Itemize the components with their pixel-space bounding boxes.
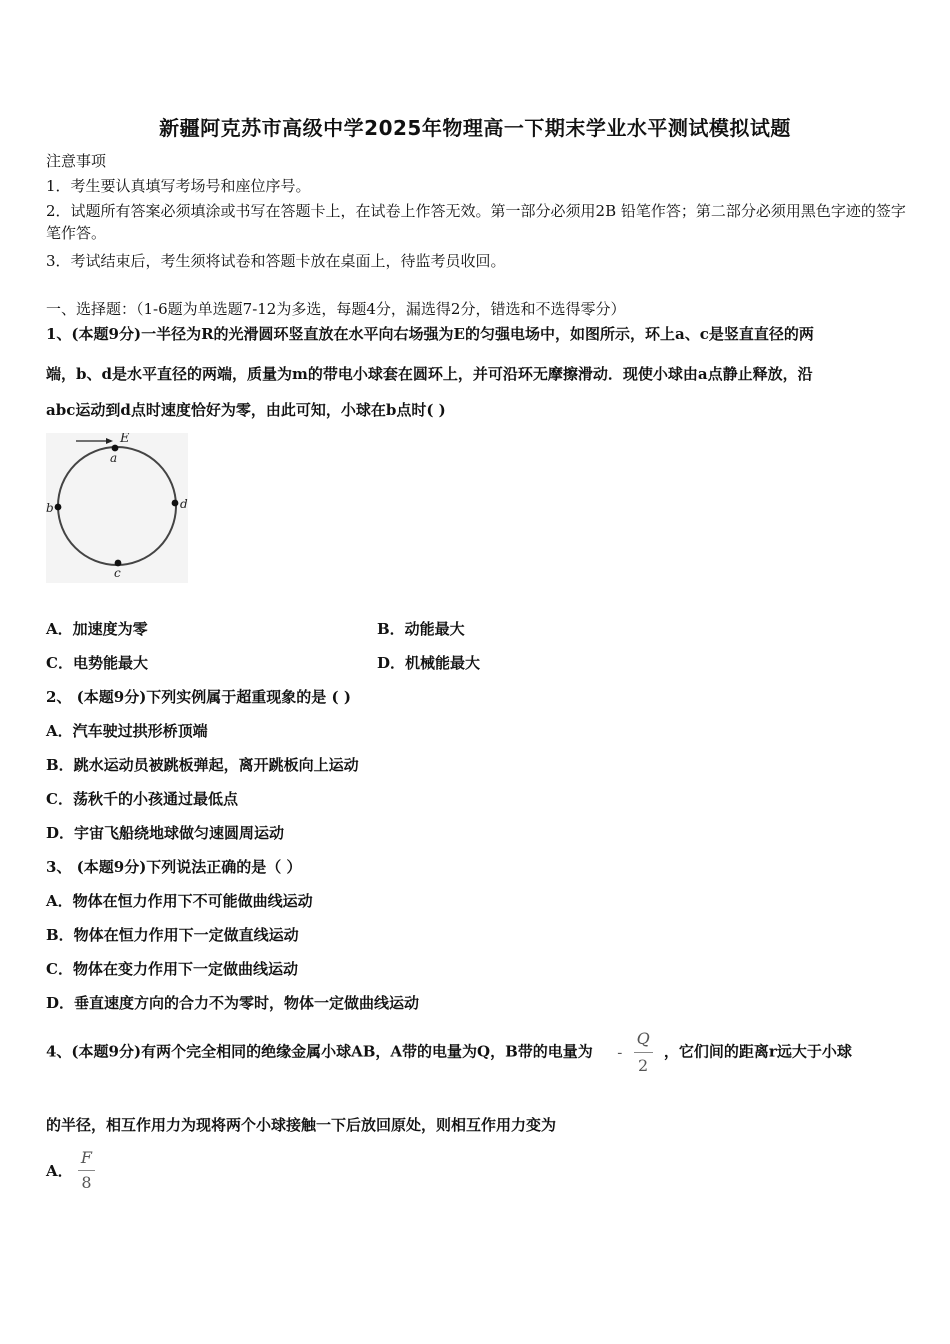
q2-option-d[interactable]: D．宇宙飞船绕地球做匀速圆周运动 xyxy=(46,824,285,842)
q3-option-d[interactable]: D．垂直速度方向的合力不为零时，物体一定做曲线运动 xyxy=(46,994,420,1012)
note-item-2: 2．试题所有答案必须填涂或书写在答题卡上，在试卷上作答无效。第一部分必须用2B 铅笔作答；第二部分必须用黑色字迹的签字笔作答。 xyxy=(46,202,906,242)
q3-option-c[interactable]: C．物体在变力作用下一定做曲线运动 xyxy=(46,960,298,978)
q4-option-a-fraction xyxy=(78,1146,95,1195)
q4-option-a-denominator: 8 xyxy=(81,1173,92,1192)
q3-option-b[interactable]: B．物体在恒力作用下一定做直线运动 xyxy=(46,926,299,944)
q2-option-a[interactable]: A．汽车驶过拱形桥顶端 xyxy=(46,722,208,740)
point-c-label: c xyxy=(114,566,121,580)
point-b-label: b xyxy=(46,501,54,515)
q4-charge-numerator: Q xyxy=(636,1029,650,1048)
q4-option-a-label: A． xyxy=(46,1161,73,1180)
q3-stem: 3、 (本题9分)下列说法正确的是（ ） xyxy=(46,858,302,876)
q1-option-d[interactable]: D．机械能最大 xyxy=(377,654,481,672)
notes-heading: 注意事项 xyxy=(46,152,107,170)
q3-option-a[interactable]: A．物体在恒力作用下不可能做曲线运动 xyxy=(46,892,313,910)
q1-stem-line3: abc运动到d点时速度恰好为零，由此可知，小球在b点时( ) xyxy=(46,401,446,419)
page-title: 新疆阿克苏市高级中学2025年物理高一下期末学业水平测试模拟试题 xyxy=(159,116,791,140)
q1-option-b[interactable]: B．动能最大 xyxy=(377,620,465,638)
q1-stem-line1: 1、(本题9分)一半径为R的光滑圆环竖直放在水平向右场强为E的匀强电场中，如图所示，环上a、c是竖直直径的两 xyxy=(46,325,814,343)
section-heading: 一、选择题：（1-6题为单选题7-12为多选，每题4分，漏选得2分，错选和不选得零分） xyxy=(46,300,626,318)
q1-ring-figure xyxy=(46,433,188,583)
point-b-dot xyxy=(55,504,62,511)
q4-charge-denominator: 2 xyxy=(638,1056,649,1075)
q4-charge-fraction xyxy=(634,1026,653,1079)
q4-stem-line2: 的半径，相互作用力为现将两个小球接触一下后放回原处，则相互作用力变为 xyxy=(46,1116,557,1134)
q1-option-c[interactable]: C．电势能最大 xyxy=(46,654,148,672)
q2-option-c[interactable]: C．荡秋千的小孩通过最低点 xyxy=(46,790,238,808)
point-d-label: d xyxy=(180,497,188,511)
point-d-dot xyxy=(172,500,179,507)
point-a-label: a xyxy=(110,451,118,465)
q2-stem: 2、 (本题9分)下列实例属于超重现象的是 ( ) xyxy=(46,688,351,706)
q1-stem-line2: 端，b、d是水平直径的两端，质量为m的带电小球套在圆环上，并可沿环无摩擦滑动．现使小球由a点静止释放，沿 xyxy=(46,365,813,383)
note-item-1: 1．考生要认真填写考场号和座位序号。 xyxy=(46,177,311,195)
note-item-3: 3．考试结束后，考生须将试卷和答题卡放在桌面上，待监考员收回。 xyxy=(46,252,506,270)
q4-charge-sign: - xyxy=(617,1043,623,1062)
q4-stem-before: 4、(本题9分)有两个完全相同的绝缘金属小球AB，A带的电量为Q，B带的电量为 xyxy=(46,1042,593,1061)
q1-option-a[interactable]: A．加速度为零 xyxy=(46,620,148,638)
q2-option-b[interactable]: B．跳水运动员被跳板弹起，离开跳板向上运动 xyxy=(46,756,359,774)
q4-option-a-numerator: F xyxy=(80,1148,92,1167)
q4-stem-after: ，它们间的距离r远大于小球 xyxy=(663,1042,852,1061)
q4-stem-line1 xyxy=(46,1026,852,1079)
q4-option-a[interactable] xyxy=(46,1146,95,1195)
field-label: E xyxy=(120,433,130,446)
